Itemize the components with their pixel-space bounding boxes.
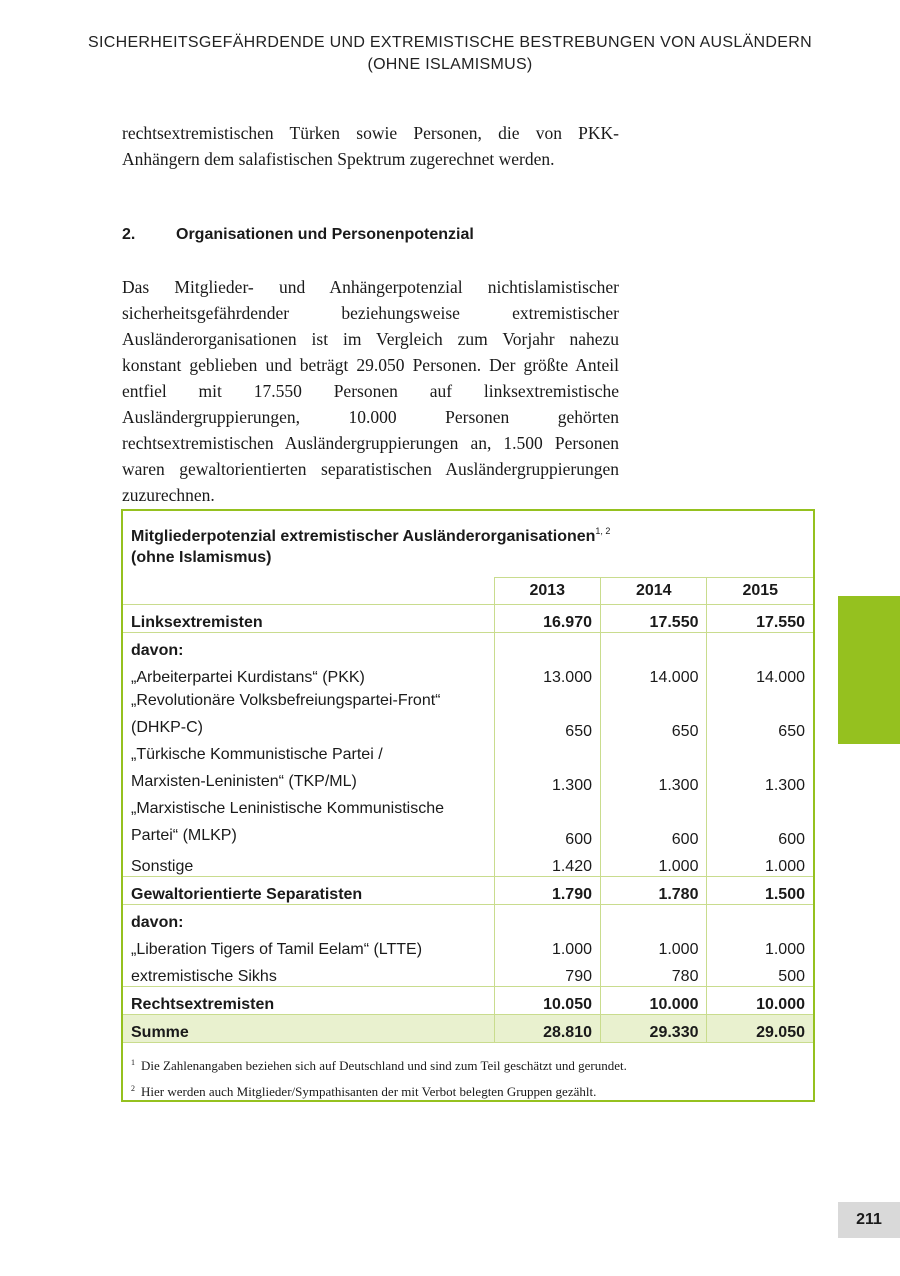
- table-sum-row: Summe 28.810 29.330 29.050: [123, 1015, 813, 1043]
- table-row: „Liberation Tigers of Tamil Eelam“ (LTTE) 1.000 1.000 1.000: [123, 932, 813, 959]
- page-number: 211: [838, 1202, 900, 1238]
- section-title: Organisationen und Personenpotenzial: [176, 226, 474, 243]
- running-header: [0, 32, 900, 76]
- table-footnotes: [131, 1051, 801, 1103]
- table-row: extremistische Sikhs 790 780 500: [123, 959, 813, 987]
- table-row: Rechtsextremisten 10.050 10.000 10.000: [123, 987, 813, 1015]
- table-row: „Revolutionäre Volksbefreiungspartei-Front“ (DHKP-C) 650 650 650: [123, 687, 813, 741]
- table-row: „Arbeiterpartei Kurdistans“ (PKK) 13.000 14.000 14.000: [123, 660, 813, 687]
- header-line-2: (OHNE ISLAMISMUS): [367, 56, 533, 73]
- intro-paragraph: rechtsextremistischen Türken sowie Personen, die von PKK-Anhängern dem salafistischen Spektrum zugerechnet werden.: [122, 123, 619, 169]
- footnote: $^2$ Hier werden auch Mitglieder/Sympathisanten der mit Verbot belegten Gruppen gezählt.: [131, 1084, 597, 1099]
- table-row: Gewaltorientierte Separatisten 1.790 1.780 1.500: [123, 877, 813, 905]
- table-subtitle: (ohne Islamismus): [131, 549, 272, 566]
- year-header: 2015: [707, 578, 813, 605]
- table-row: Sonstige 1.420 1.000 1.000: [123, 849, 813, 877]
- year-header: 2014: [601, 578, 707, 605]
- table-title: [131, 521, 610, 568]
- section-heading: [122, 224, 474, 246]
- data-table-box: [121, 509, 815, 1102]
- chapter-side-tab: [838, 596, 900, 744]
- table-title-text: Mitgliederpotenzial extremistischer Ausländerorganisationen: [131, 528, 596, 545]
- table-title-footnote-marks: 1, 2: [595, 526, 611, 536]
- table-row: davon:: [123, 905, 813, 933]
- footnote: $^1$ Die Zahlenangaben beziehen sich auf Deutschland und sind zum Teil geschätzt und gerundet.: [131, 1058, 627, 1073]
- section-number: 2.: [122, 226, 136, 243]
- table-row: Linksextremisten 16.970 17.550 17.550: [123, 605, 813, 633]
- table-header-row: [123, 578, 813, 605]
- table-row: davon:: [123, 633, 813, 661]
- body-paragraph: Das Mitglieder- und Anhängerpotenzial nichtislamistischer sicherheitsgefährdender beziehungsweise extremistischer Ausländerorganisationen ist im Vergleich zum Vorjahr nahezu konstant geblieben und beträgt 29.050 Personen. Der größte Anteil entfiel mit 17.550 Personen auf linksextremistische Ausländergruppierungen, 10.000 Personen gehörten rechtsextremistischen Ausländergruppierungen an, 1.500 Personen waren gewaltorientierten separatistischen Ausländergruppierungen zuzurechnen.: [122, 277, 619, 505]
- table-row: „Marxistische Leninistische Kommunistische Partei“ (MLKP) 600 600 600: [123, 795, 813, 849]
- table-row: „Türkische Kommunistische Partei / Marxisten-Leninisten“ (TKP/ML) 1.300 1.300 1.300: [123, 741, 813, 795]
- header-line-1: SICHERHEITSGEFÄHRDENDE UND EXTREMISTISCHE BESTREBUNGEN VON AUSLÄNDERN: [88, 34, 812, 51]
- data-table: [123, 577, 813, 1043]
- year-header: 2013: [494, 578, 600, 605]
